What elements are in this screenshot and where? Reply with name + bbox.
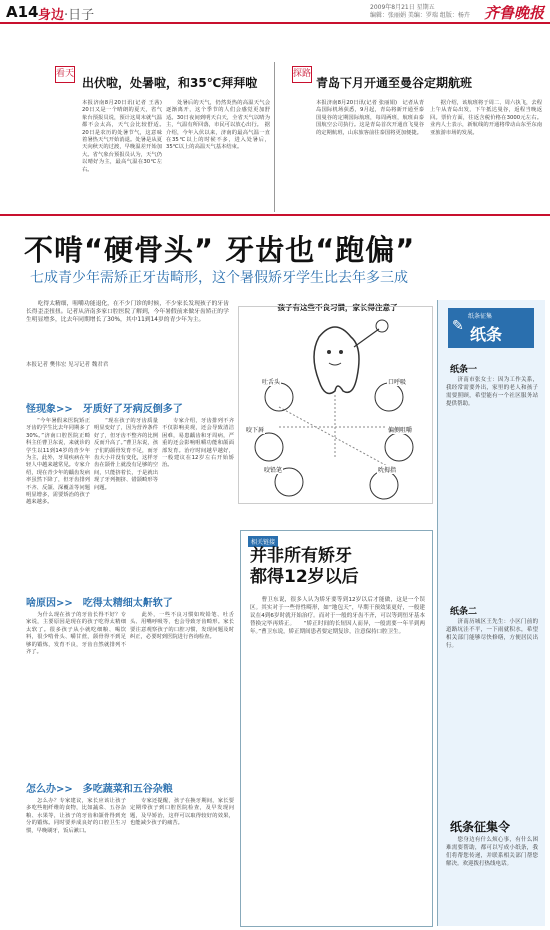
column-badge-small: 纸条征集 — [468, 313, 493, 320]
cartoon-illustration — [238, 306, 433, 504]
subhead-2-label: 啥原因 — [26, 598, 56, 609]
main-headline: 不啃“硬骨头” 牙齿也“跑偏” — [24, 233, 416, 267]
note2-heading: 纸条二 — [450, 607, 478, 617]
page-number: A14 — [6, 3, 39, 21]
cartoon-label-5: 吮拇指 — [378, 467, 397, 474]
page-header — [0, 0, 550, 24]
cartoon-label-6: 口呼吸 — [388, 379, 407, 386]
related-tag: 相关链接 — [248, 536, 278, 547]
main-subheadline: 七成青少年需矫正牙齿畸形，这个暑假矫牙学生比去年多三成 — [30, 270, 408, 286]
cartoon-label-2: 咬下唇 — [246, 427, 265, 434]
related-title — [250, 546, 359, 588]
brief2-col1: 本报济南8月20日讯(记者 张丽娟) 记者从青岛国际机场获悉，9月起，青岛将新开通至泰国曼谷的定期国际航班，每周两班，航班由泰国航空公司执行。这是青岛首次开通直飞曼谷的定期航班，山东旅客前往泰国将更加便捷。 — [316, 100, 424, 136]
body-col1: “今年暑假来医院矫正牙齿的学生比去年同期多了30%。”济南口腔医院正畸科主任曹卫东说，来就诊的学生以11到14岁的青少年为主，此外，牙周疾病在年轻人中越来越常见。专家介绍，现在青少年的龋齿发病率虽然下降了，但牙齿排列不齐、反颌、深覆盖等问题明显增多，需要矫治的孩子越来越多。 — [26, 418, 90, 506]
related-title-line1: 并非所有矫牙 — [250, 546, 352, 566]
section-divider — [0, 214, 550, 216]
note-call-text: 您身边有什么烦心事，有什么困难需要帮助，都可以写成小纸条，我们将帮您传递，并联系相关部门帮您解决。欢迎拨打热线电话。 — [446, 837, 538, 867]
brief2-title: 青岛下月开通至曼谷定期航班 — [316, 76, 473, 90]
body-col6: 怎么办？专家建议，家长应该让孩子多吃些粗纤维的食物，比如蔬菜、五谷杂粮、水果等，让孩子的牙齿和颌骨得到充分的锻炼。同时要养成良好的口腔卫生习惯，早晚刷牙，饭后漱口。 — [26, 798, 126, 834]
subhead-1-title: 牙质好了牙病反倒多了 — [82, 404, 183, 415]
subhead-2-title: 吃得太精细太鼾软了 — [82, 598, 173, 609]
brief2-tag: 探路 — [292, 66, 312, 83]
section-title: 身边 — [38, 8, 65, 23]
newspaper-masthead: 齐鲁晚报 — [483, 4, 544, 22]
subhead-1-label: 怪现象 — [26, 404, 56, 415]
note2-text: 济南历城区王先生：小区门前的道路坑洼不平，一下雨就积水，希望相关部门能够尽快修缮，方便居民出行。 — [446, 619, 538, 649]
header-info — [370, 4, 470, 20]
cartoon-title: 孩子有这些不良习惯，家长得注意了 — [277, 303, 398, 312]
body-col4: 为什么现在孩子的牙齿长得不好？专家说，主要原因是现在的孩子吃得太精细太软了。很多孩子从小就吃细粮、喝饮料，很少啃骨头、嚼甘蔗，颌骨得不到足够的锻炼，发育不良，牙齿自然就排列不齐了。 — [26, 612, 126, 656]
note-icon: ✎ — [452, 318, 464, 334]
related-text: 曹卫东说，很多人认为矫牙要等到12岁以后才能做，这是一个误区。其实对于一些骨性畸形，如“地包天”，早期干预效果更好，一般建议在4到6岁时就开始治疗。而对于一般的牙齿不齐，可以等到恒牙基本替换完毕再矫正。 “矫正时间的长短因人而异，一般需要一年半到两年。”曹卫东说，矫正期间患者要定期复诊，注意保持口腔卫生。 — [250, 597, 425, 635]
lead-paragraph: 吃得太精细，咀嚼功能退化，在不少门诊的时候，不少家长发现孩子的牙齿长得歪歪扭扭。记者从济南多家口腔医院了解到，今年暑假前来做牙齿矫正的学生明显增多，比去年同期增长了30%，其中11到14岁的青少年为主。 — [26, 301, 229, 323]
section-name — [38, 4, 94, 23]
cartoon-label-3: 偏侧咀嚼 — [388, 427, 413, 434]
brief-divider — [274, 62, 275, 212]
column-badge-big: 纸条 — [470, 325, 503, 344]
brief1-title: 出伏啦，处暑啦，和35℃拜拜啦 — [82, 76, 258, 90]
cartoon-label-4: 咬铅笔 — [264, 467, 283, 474]
brief1-tag: 看天 — [55, 66, 75, 83]
subhead-3-title: 多吃蔬菜和五谷杂粮 — [82, 784, 173, 795]
brief1-col2: 处暑后的天气，仍然炎热的高温天气会逐渐离开，这个季节的人们会感觉更加舒适。30日夜间到明天白天，全省天气以晴为主，气温有所回落，市民可以放心出行。 据介绍，今年入伏以来，济南的最高气温一直在35℃以上的时候不多，进入处暑后，35℃以上的高温天气基本结束。 — [166, 100, 270, 151]
subhead-2: 啥原因>> 吃得太精细太鼾软了 — [26, 598, 173, 609]
brief2-col2: 据介绍，该航班将于周二、周六执飞，去程上午从青岛出发，下午抵达曼谷，返程当晚返回。票价方面，往返含税价格在3000元左右。业内人士表示，新航线的开通将带动山东至东南亚旅游市场的发展。 — [430, 100, 542, 136]
brief1-col1: 本报济南8月20日讯(记者 王茜) 20日又是一个晴朗的夏天，省气象台预报员说，预计这周末就气温都不会太高，天气会比较舒适。 20日是农历的处暑节气，这意味着暑热天气开始消退。处暑是从夏天向秋天的过渡，早晚温差开始加大。省气象台预报员认为，天气仍以晴好为主，最高气温在30℃左右。 — [82, 100, 168, 173]
body-col5: 此外，一些不良习惯如咬铅笔、吐舌头、用嘴呼吸等，也会导致牙齿畸形。家长要注意观察孩子的口腔习惯，发现问题及时纠正，必要时到医院进行咨询检查。 — [130, 612, 234, 641]
header-date: 2009年8月21日 星期五 — [370, 4, 435, 11]
cartoon-label-1: 吐舌头 — [262, 379, 281, 386]
header-editors: 编辑：张丽娟 美编：罗瑞 组版：杨卉 — [370, 12, 470, 19]
related-title-line2: 都得12岁以后 — [250, 567, 359, 587]
note1-text: 济南市张女士：因为工作关系，我经常需要外出，家里的老人和孩子需要照顾，希望能有一个社区服务站提供帮助。 — [446, 377, 538, 407]
column-badge — [448, 308, 534, 348]
note1-heading: 纸条一 — [450, 365, 478, 375]
subhead-3-label: 怎么办 — [26, 784, 56, 795]
body-col3: 专家介绍，牙齿排列不齐不仅影响美观，还会导致清洁困难，易患龋齿和牙周病，严重的还会影响咀嚼功能和颌面部发育。治疗时间越早越好，一般建议在12岁左右开始矫治。 — [162, 418, 234, 469]
body-col7: 专家还提醒，孩子在换牙期间，家长要定期带孩子到口腔医院检查，及早发现问题，及早矫治，这样可以取得较好的效果，也能减少孩子的痛苦。 — [130, 798, 234, 827]
body-col2: “现在孩子的牙齿质量明显变好了，因为营养条件好了，但牙齿不整齐的比例反而升高了。”曹卫东说，孩子们的颌骨发育不足，而牙齿大小并没有变化，这样牙齿在颌骨上就没有足够的空间，只能挤着长，于是就出现了牙列拥挤、错颌畸形等问题。 — [94, 418, 158, 491]
sub-section-title: ·日子 — [64, 8, 95, 23]
subhead-3: 怎么办>> 多吃蔬菜和五谷杂粮 — [26, 784, 173, 795]
byline: 本报记者 樊伟宏 见习记者 魏君君 — [26, 362, 109, 368]
subhead-1: 怪现象>> 牙质好了牙病反倒多了 — [26, 404, 183, 415]
note-call-heading: 纸条征集令 — [450, 820, 511, 834]
